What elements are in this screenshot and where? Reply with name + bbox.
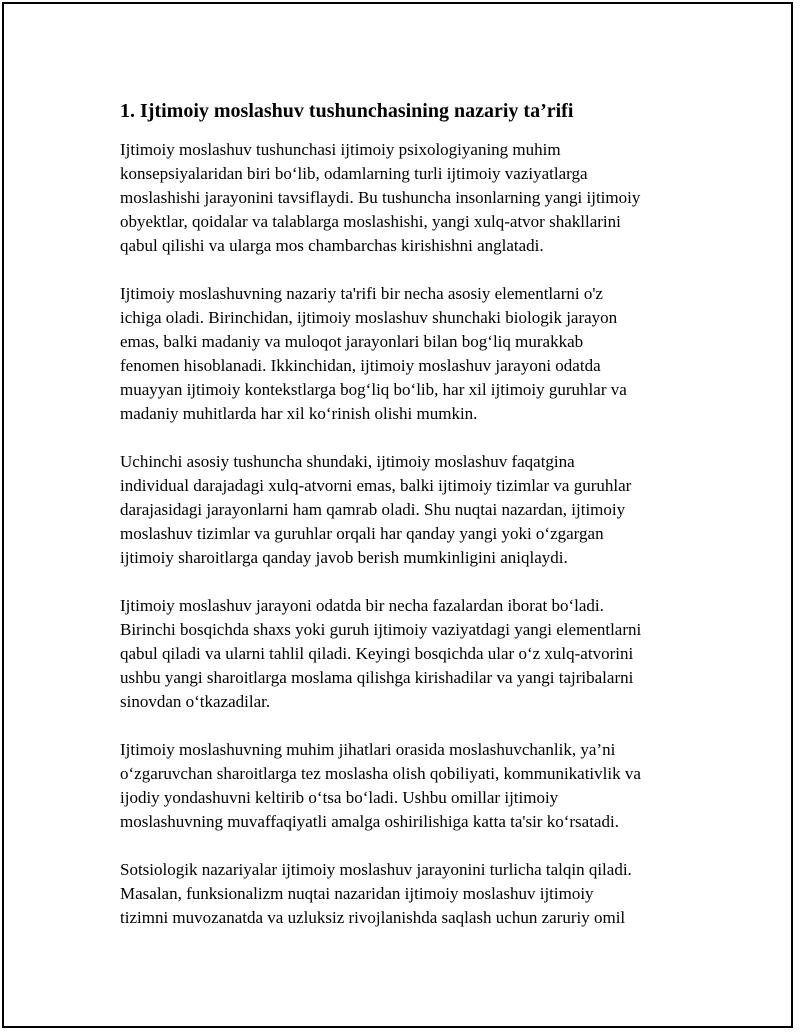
paragraph-line: ushbu yangi sharoitlarga moslama qilishga kirishadilar va yangi tajribalarni (120, 668, 634, 687)
body-paragraph (120, 594, 690, 714)
paragraph-line: tizimni muvozanatda va uzluksiz rivojlanishda saqlash uchun zaruriy omil (120, 908, 626, 927)
page-frame (2, 2, 793, 1028)
paragraph-line: madaniy muhitlarda har xil ko‘rinish olishi mumkin. (120, 404, 478, 423)
body-paragraph (120, 450, 690, 570)
paragraph-line: Uchinchi asosiy tushuncha shundaki, ijtimoiy moslashuv faqatgina (120, 452, 575, 471)
body-paragraph (120, 282, 690, 426)
paragraph-line: fenomen hisoblanadi. Ikkinchidan, ijtimoiy moslashuv jarayoni odatda (120, 356, 601, 375)
paragraph-line: obyektlar, qoidalar va talablarga moslashishi, yangi xulq-atvor shakllarini (120, 212, 621, 231)
paragraph-line: muayyan ijtimoiy kontekstlarga bog‘liq bo‘lib, har xil ijtimoiy guruhlar va (120, 380, 627, 399)
paragraph-line: Ijtimoiy moslashuv jarayoni odatda bir necha fazalardan iborat bo‘ladi. (120, 596, 604, 615)
paragraph-line: Ijtimoiy moslashuvning muhim jihatlari orasida moslashuvchanlik, ya’ni (120, 740, 616, 759)
paragraph-line: moslashishi jarayonini tavsiflaydi. Bu tushuncha insonlarning yangi ijtimoiy (120, 188, 641, 207)
body-paragraph (120, 138, 690, 258)
section-heading: 1. Ijtimoiy moslashuv tushunchasining nazariy ta’rifi (120, 100, 574, 122)
body-paragraph (120, 858, 690, 930)
paragraph-line: o‘zgaruvchan sharoitlarga tez moslasha olish qobiliyati, kommunikativlik va (120, 764, 641, 783)
paragraph-line: ichiga oladi. Birinchidan, ijtimoiy moslashuv shunchaki biologik jarayon (120, 308, 618, 327)
paragraph-line: qabul qiladi va ularni tahlil qiladi. Keyingi bosqichda ular o‘z xulq-atvorini (120, 644, 634, 663)
paragraph-line: emas, balki madaniy va muloqot jarayonlari bilan bog‘liq murakkab (120, 332, 584, 351)
body-paragraph (120, 738, 690, 834)
paragraph-line: darajasidagi jarayonlarni ham qamrab oladi. Shu nuqtai nazardan, ijtimoiy (120, 500, 626, 519)
paragraph-line: Ijtimoiy moslashuv tushunchasi ijtimoiy psixologiyaning muhim (120, 140, 561, 159)
paragraph-line: ijtimoiy sharoitlarga qanday javob berish mumkinligini aniqlaydi. (120, 548, 568, 567)
paragraph-line: qabul qilishi va ularga mos chambarchas kirishishni anglatadi. (120, 236, 544, 255)
paragraph-line: Ijtimoiy moslashuvning nazariy ta'rifi bir necha asosiy elementlarni o'z (120, 284, 603, 303)
paragraph-line: Birinchi bosqichda shaxs yoki guruh ijtimoiy vaziyatdagi yangi elementlarni (120, 620, 642, 639)
paragraph-line: ijodiy yondashuvni keltirib o‘tsa bo‘ladi. Ushbu omillar ijtimoiy (120, 788, 559, 807)
paragraph-line: Sotsiologik nazariyalar ijtimoiy moslashuv jarayonini turlicha talqin qiladi. (120, 860, 632, 879)
document-body (120, 97, 690, 954)
paragraph-line: sinovdan o‘tkazadilar. (120, 692, 271, 711)
paragraph-line: individual darajadagi xulq-atvorni emas, balki ijtimoiy tizimlar va guruhlar (120, 476, 632, 495)
paragraph-line: moslashuv tizimlar va guruhlar orqali har qanday yangi yoki o‘zgargan (120, 524, 604, 543)
paragraph-line: konsepsiyalaridan biri bo‘lib, odamlarning turli ijtimoiy vaziyatlarga (120, 164, 588, 183)
paragraph-line: moslashuvning muvaffaqiyatli amalga oshirilishiga katta ta'sir ko‘rsatadi. (120, 812, 619, 831)
paragraph-line: Masalan, funksionalizm nuqtai nazaridan ijtimoiy moslashuv ijtimoiy (120, 884, 594, 903)
paragraph-list (120, 138, 690, 930)
